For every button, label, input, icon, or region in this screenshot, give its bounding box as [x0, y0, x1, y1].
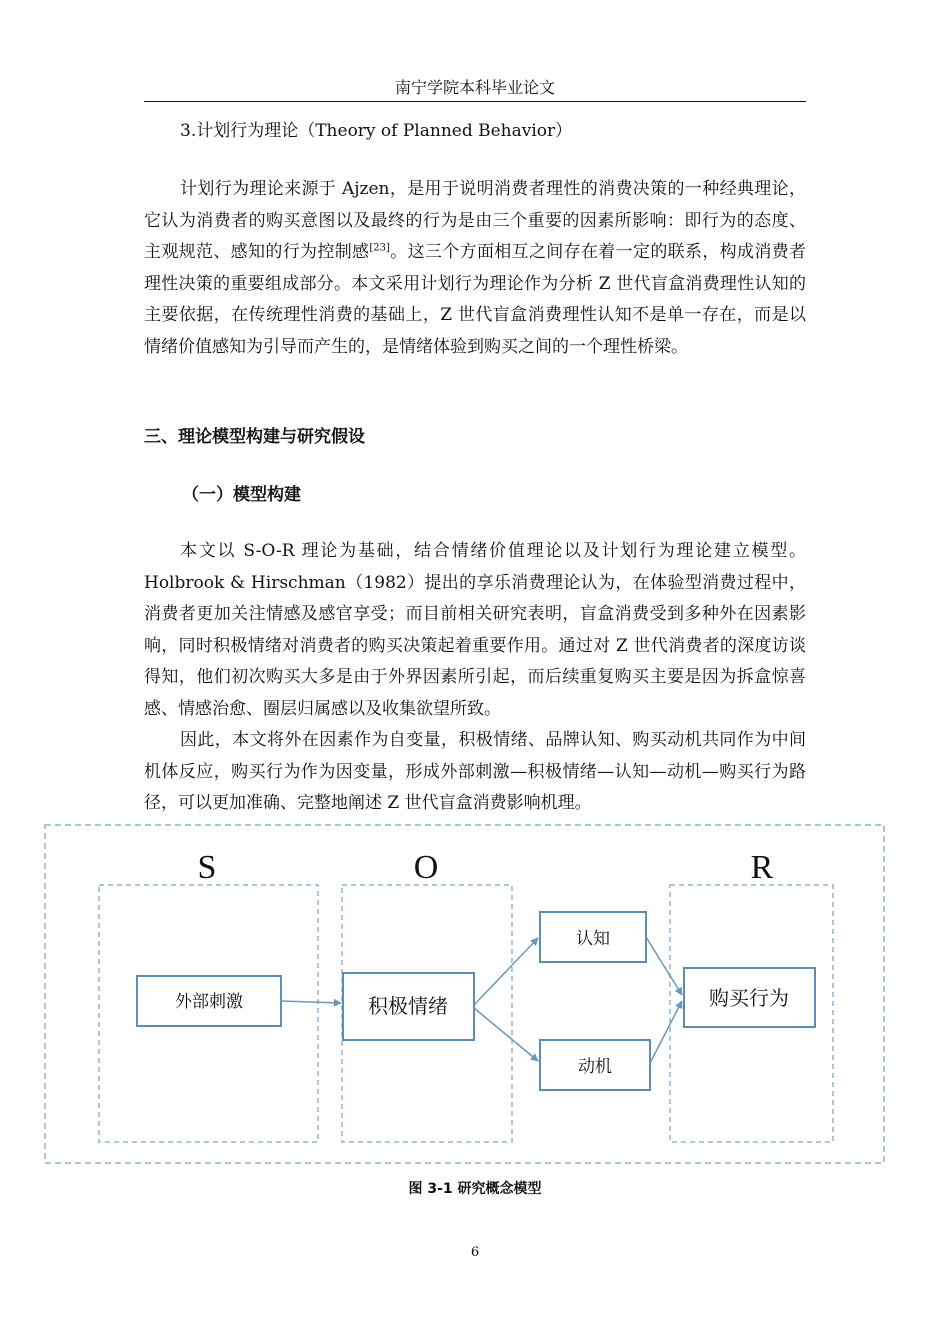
arrow-emotion-to-cognition — [474, 938, 538, 1005]
node-cognition-label: 认知 — [576, 929, 610, 949]
node-emotion-label: 积极情绪 — [368, 994, 448, 1018]
subsection-heading-model: （一）模型构建 — [182, 485, 301, 505]
arrow-stimulus-to-emotion — [281, 1001, 341, 1003]
node-motivation-label: 动机 — [578, 1057, 612, 1077]
subsection-heading-tpb: 3.计划行为理论（Theory of Planned Behavior） — [180, 121, 573, 141]
paragraph-model-basis: 本文以 S-O-R 理论为基础，结合情绪价值理论以及计划行为理论建立模型。Holbrook & Hirschman（1982）提出的享乐消费理论认为，在体验型消费过程中，消费者更加关注情感及感官享受；而目前相关研究表明，盲盒消费受到多种外在因素影响，同时积极情绪对消费者的购买决策起着重要作用。通过对 Z 世代消费者的深度访谈得知，他们初次购买大多是由于外界因素所引起，而后续重复购买主要是因为拆盒惊喜感、情感治愈、圈层归属感以及收集欲望所致。 — [144, 541, 806, 719]
figure-caption: 图 3-1 研究概念模型 — [408, 1181, 542, 1197]
paragraph-tpb-text-a: 计划行为理论来源于 Ajzen，是用于说明消费者理性的消费决策的一种经典理论，它认为消费者的购买意图以及最终的行为是由三个重要的因素所影响：即行为的态度、主观规范、感知的行为控制感 — [144, 179, 806, 262]
stage-letter-s: S — [197, 849, 217, 886]
node-stimulus-label: 外部刺激 — [175, 992, 243, 1012]
paragraph-model-path: 因此，本文将外在因素作为自变量，积极情绪、品牌认知、购买动机共同作为中间机体反应，购买行为作为因变量，形成外部刺激—积极情绪—认知—动机—购买行为路径，可以更加准确、完整地阐述 Z 世代盲盒消费影响机理。 — [144, 730, 806, 813]
running-header: 南宁学院本科毕业论文 — [394, 78, 555, 97]
stage-letter-r: R — [750, 849, 774, 886]
arrow-cognition-to-behavior — [646, 937, 682, 995]
section-heading: 三、理论模型构建与研究假设 — [144, 427, 365, 447]
node-behavior-label: 购买行为 — [709, 986, 789, 1010]
arrow-motivation-to-behavior — [650, 1001, 682, 1063]
arrow-emotion-to-motivation — [474, 1008, 538, 1061]
citation-ref: [23] — [369, 242, 390, 254]
stage-letter-o: O — [413, 849, 439, 886]
page-number: 6 — [470, 1245, 480, 1260]
paragraph-tpb-text-b: 。这三个方面相互之间存在着一定的联系，构成消费者理性决策的重要组成部分。本文采用计划行为理论作为分析 Z 世代盲盒消费理性认知的主要依据，在传统理性消费的基础上，Z 世代盲盒消费理性认知不是单一存在，而是以情绪价值感知为引导而产生的，是情绪体验到购买之间的一个理性桥梁。 — [144, 242, 807, 357]
